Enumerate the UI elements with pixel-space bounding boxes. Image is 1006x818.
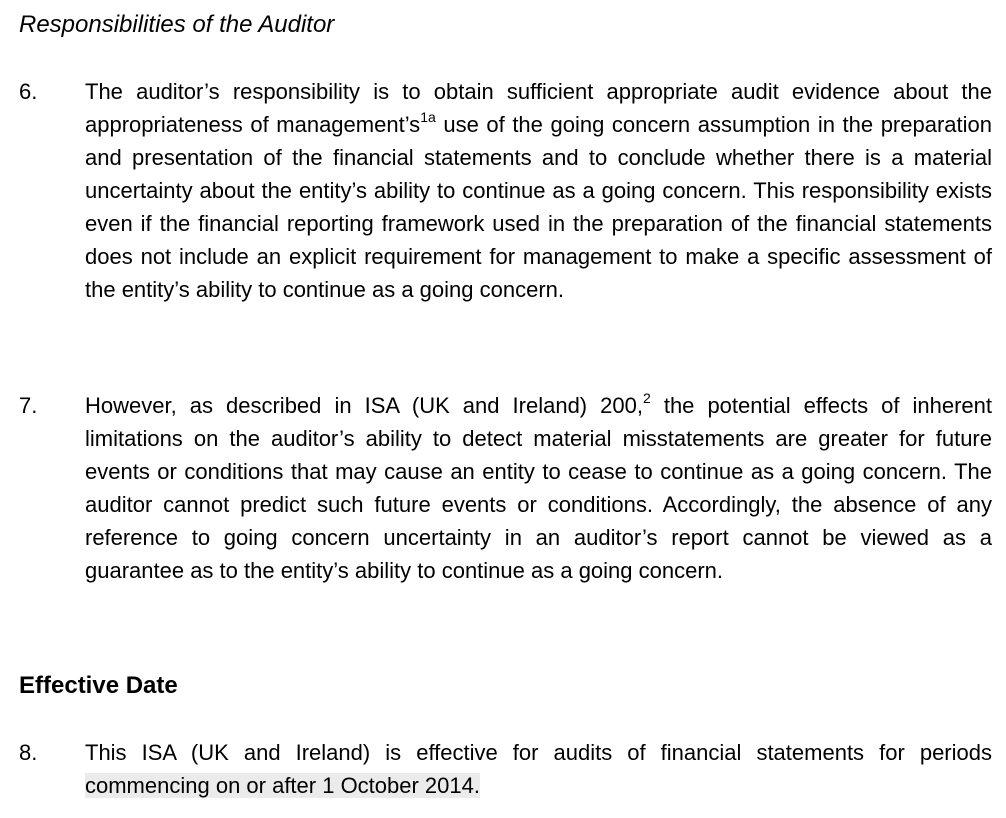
paragraph-text (85, 75, 992, 306)
section-heading-effective-date: Effective Date (19, 672, 178, 699)
paragraph-number: 7. (19, 393, 38, 418)
highlighted-text[interactable]: commencing on or after 1 October 2014. (85, 773, 480, 798)
paragraph-text (85, 389, 992, 587)
paragraph-text-part: The auditor’s responsibility is to obtain sufficient appropriate audit evidence about the appropriateness of management’s (85, 79, 992, 137)
section-heading-responsibilities: Responsibilities of the Auditor (19, 11, 335, 38)
paragraph-text-part: However, as described in ISA (UK and Ireland) 200, (85, 393, 643, 418)
paragraph-number: 6. (19, 79, 38, 104)
footnote-reference[interactable]: 1a (420, 108, 436, 125)
paragraph-text-part: This ISA (UK and Ireland) is effective for audits of financial statements for periods (85, 740, 992, 765)
paragraph-text-part: the potential effects of inherent limitations on the auditor’s ability to detect material misstatements are greater for future events or conditions that may cause an entity to cease to continue as a going concern. The auditor cannot predict such future events or conditions. Accordingly, the absence of any reference to going concern uncertainty in an auditor’s report cannot be viewed as a guarantee as to the entity’s ability to continue as a going concern. (85, 393, 992, 583)
footnote-reference[interactable]: 2 (643, 389, 651, 406)
paragraph-text-part: use of the going concern assumption in the preparation and presentation of the financial statements and to conclude whether there is a material uncertainty about the entity’s ability to continue as a going concern. This responsibility exists even if the financial reporting framework used in the preparation of the financial statements does not include an explicit requirement for management to make a specific assessment of the entity’s ability to continue as a going concern. (85, 112, 992, 302)
paragraph-number: 8. (19, 740, 38, 765)
paragraph-text (85, 736, 992, 802)
